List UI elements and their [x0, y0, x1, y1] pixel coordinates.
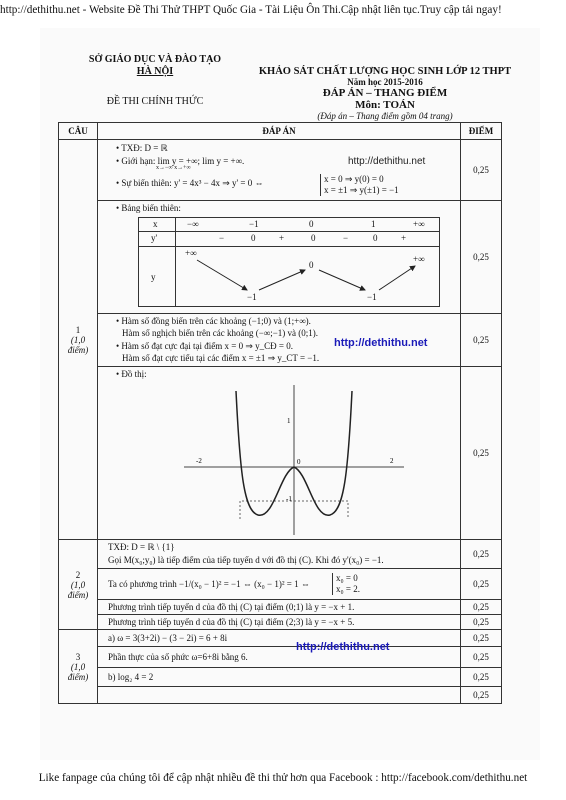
watermark-blue: http://dethithu.net [334, 337, 428, 349]
q2-score-3: 0,25 [461, 600, 502, 615]
tick-ym1: -1 [286, 495, 292, 503]
variation-arrows [139, 218, 439, 306]
q3-score-1: 0,25 [461, 630, 502, 647]
table-row [59, 615, 502, 630]
page-note: (Đáp án – Thang điểm gồm 04 trang) [317, 111, 453, 121]
q1-part2: • Bảng biến thiên: x y' y −∞ −1 0 1 +∞ − 0 + 0 − 0 + +∞ −1 0 −1 +∞ [98, 201, 461, 314]
table-row [59, 668, 502, 687]
table-row [59, 314, 502, 367]
q3-score-3: 0,25 [461, 668, 502, 687]
subject: Môn: TOÁN [355, 99, 415, 111]
q2-part1: TXĐ: D = ℝ \ {1} Gọi M(x₀;y₀) là tiếp điểm của tiếp tuyến d với đồ thị (C). Khi đó y'(x₀) = −1. [98, 540, 461, 569]
table-row [59, 367, 502, 540]
answer-table [58, 122, 502, 704]
q2-score-4: 0,25 [461, 615, 502, 630]
city-name: HÀ NỘI [136, 66, 174, 77]
q2-score-2: 0,25 [461, 569, 502, 600]
tick-xm2: -2 [196, 457, 202, 465]
table-row [59, 647, 502, 668]
q3-part2: Phần thực của số phức ω=6+8i bằng 6. http://dethithu.net [98, 647, 461, 668]
tick-y1: 1 [287, 417, 291, 425]
school-year: Năm học 2015-2016 [347, 77, 423, 87]
bottom-banner: Like fanpage của chúng tôi để cập nhật nhiều đề thi thử hơn qua Facebook : http://facebook.com/dethithu.net [38, 772, 528, 784]
table-row [59, 630, 502, 647]
dept-name: SỞ GIÁO DỤC VÀ ĐÀO TẠO [88, 54, 222, 65]
tick-x2: 2 [390, 457, 394, 465]
q1-label: 1 (1,0 điểm) [59, 140, 98, 540]
q2-label: 2 (1,0 điểm) [59, 540, 98, 630]
q3-part4 [98, 687, 461, 704]
q2-score-1: 0,25 [461, 540, 502, 569]
q2-part4: Phương trình tiếp tuyến d của đồ thị (C) tại điểm (2;3) là y = −x + 5. [98, 615, 461, 630]
exam-title: KHẢO SÁT CHẤT LƯỢNG HỌC SINH LỚP 12 THPT [258, 66, 512, 77]
table-row [59, 140, 502, 201]
watermark-inner: http://dethithu.net [348, 156, 426, 167]
col-answer: ĐÁP ÁN [98, 123, 461, 140]
official-label: ĐỀ THI CHÍNH THỨC [106, 96, 204, 107]
q1-part3: • Hàm số đồng biến trên các khoảng (−1;0) và (1;+∞). Hàm số nghịch biến trên các khoảng (−∞;−1) và (0;1). • Hàm số đạt cực đại tại điểm x = 0 ⇒ y_CĐ = 0. Hàm số đạt cực tiểu tại các điểm x = ±1 ⇒ y_CT = −1. http://dethithu.net [98, 314, 461, 367]
top-banner: http://dethithu.net - Website Đề Thi Thử THPT Quốc Gia - Tài Liệu Ôn Thi.Cập nhật liên tục.Truy cập tải ngay! [0, 4, 502, 16]
q1-score-4: 0,25 [461, 367, 502, 540]
tick-x0: 0 [297, 458, 301, 466]
q3-score-4: 0,25 [461, 687, 502, 704]
q1-score-2: 0,25 [461, 201, 502, 314]
watermark-blue-2: http://dethithu.net [296, 641, 390, 653]
header-right [245, 66, 525, 121]
q3-part1: a) ω = 3(3+2i) − (3 − 2i) = 6 + 8i [98, 630, 461, 647]
table-row [59, 687, 502, 704]
q1-part4: • Đồ thị: 1 -1 0 -2 2 [98, 367, 461, 540]
variation-table: x y' y −∞ −1 0 1 +∞ − 0 + 0 − 0 + +∞ −1 0 −1 +∞ [138, 217, 440, 307]
q1-score-1: 0,25 [461, 140, 502, 201]
header-left [70, 54, 240, 108]
q3-score-2: 0,25 [461, 647, 502, 668]
answer-title: ĐÁP ÁN – THANG ĐIỂM [322, 87, 448, 99]
col-score: ĐIỂM [461, 123, 502, 140]
table-row [59, 540, 502, 569]
q2-part2: Ta có phương trình −1/(x₀ − 1)² = −1 ⇔ (x₀ − 1)² = 1 ⇔ x₀ = 0 x₀ = 2. [98, 569, 461, 600]
q2-part3: Phương trình tiếp tuyến d của đồ thị (C) tại điểm (0;1) là y = −x + 1. [98, 600, 461, 615]
col-question: CÂU [59, 123, 98, 140]
table-row [59, 569, 502, 600]
table-row [59, 201, 502, 314]
table-header [59, 123, 502, 140]
q1-score-3: 0,25 [461, 314, 502, 367]
q3-label: 3 (1,0 điểm) [59, 630, 98, 704]
table-row [59, 600, 502, 615]
q1-part1: • TXĐ: D = ℝ • Giới hạn: lim y = +∞; lim y = +∞. x→−∞ x→+∞ http://dethithu.net • Sự biến thiên: y' = 4x³ − 4x ⇒ y' = 0 ⇔ x = 0 ⇒ y(0) = 0 x = ±1 ⇒ y(±1) = −1 [98, 140, 461, 201]
function-graph [174, 381, 414, 537]
q3-part3: b) log₂ 4 = 2 [98, 668, 461, 687]
